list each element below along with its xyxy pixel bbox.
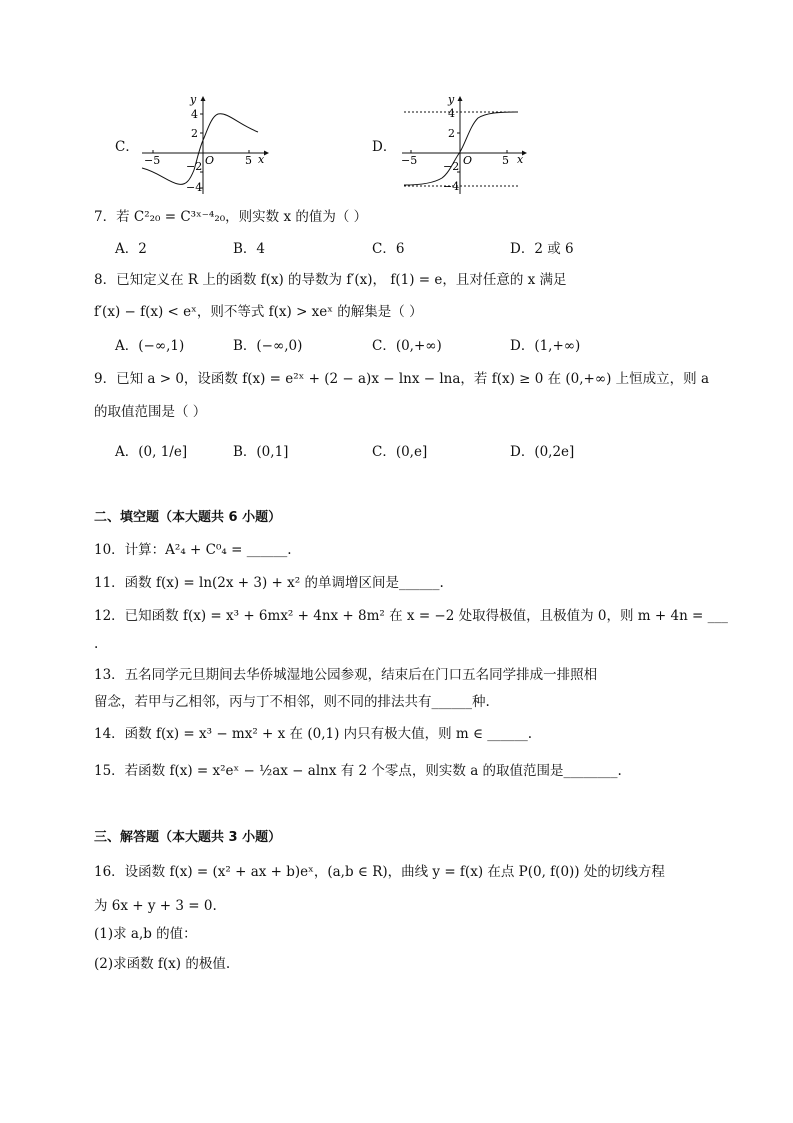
question-16-part1: (1)求 a,b 的值： <box>94 926 197 942</box>
question-12-line2: . <box>94 636 99 652</box>
option-d-label[interactable]: D． <box>372 139 397 155</box>
section-2-title: 二、填空题（本大题共 6 小题） <box>94 510 282 525</box>
question-7-option-c[interactable]: C．6 <box>372 241 405 257</box>
question-8-stem-line2: f′(x) − f(x) < eˣ，则不等式 f(x) > xeˣ 的解集是（ ） <box>94 304 423 320</box>
section-3-title: 三、解答题（本大题共 3 小题） <box>94 830 282 845</box>
graph-d-tick-y4: 4 <box>448 107 455 120</box>
question-9-stem-line2: 的取值范围是（ ） <box>94 404 207 420</box>
graph-c-tick-x5: 5 <box>245 154 252 167</box>
graph-c-x-label: x <box>258 153 265 166</box>
graph-c-tick-yn2: −2 <box>186 160 203 173</box>
question-7-stem: 7．若 C²₂₀ = C³ˣ⁻⁴₂₀，则实数 x 的值为（ ） <box>94 209 368 225</box>
option-c-label[interactable]: C． <box>115 139 139 155</box>
question-9-stem-line1: 9．已知 a > 0，设函数 f(x) = e²ˣ + (2 − a)x − lnx − lna，若 f(x) ≥ 0 在 (0,+∞) 上恒成立，则 a <box>94 371 710 387</box>
graph-d-y-label: y <box>448 94 455 106</box>
question-8-option-d[interactable]: D．(1,+∞) <box>510 338 581 354</box>
question-16-line2: 为 6x + y + 3 = 0. <box>94 898 217 914</box>
question-13-line1: 13．五名同学元旦期间去华侨城湿地公园参观，结束后在门口五名同学排成一排照相 <box>94 667 598 683</box>
question-9-option-c[interactable]: C．(0,e] <box>372 444 428 460</box>
graph-d-tick-y2: 2 <box>448 127 455 140</box>
question-16-part2: (2)求函数 f(x) 的极值. <box>94 956 231 972</box>
question-8-option-b[interactable]: B．(−∞,0) <box>233 338 303 354</box>
question-7-option-d[interactable]: D．2 或 6 <box>510 241 574 257</box>
question-8-option-a[interactable]: A．(−∞,1) <box>115 338 185 354</box>
graph-c-y-label: y <box>190 94 197 106</box>
graph-d-tick-x5: 5 <box>502 154 509 167</box>
question-11: 11．函数 f(x) = ln(2x + 3) + x² 的单调增区间是______. <box>94 575 444 591</box>
question-12-line1: 12．已知函数 f(x) = x³ + 6mx² + 4nx + 8m² 在 x = −2 处取得极值，且极值为 0，则 m + 4n = ___ <box>94 608 728 624</box>
graph-c-tick-xn5: −5 <box>144 154 161 167</box>
graph-d-tick-yn4: −4 <box>443 180 460 193</box>
graph-c <box>138 94 270 196</box>
graph-c-tick-y2: 2 <box>191 127 198 140</box>
graph-d-tick-xn5: −5 <box>401 154 418 167</box>
question-10: 10．计算：A²₄ + C⁰₄ = ______. <box>94 542 292 558</box>
graph-c-curve <box>142 114 258 185</box>
question-15: 15．若函数 f(x) = x²eˣ − ½ax − alnx 有 2 个零点，则实数 a 的取值范围是________. <box>94 763 622 779</box>
graph-c-tick-y4: 4 <box>191 108 198 121</box>
question-8-option-c[interactable]: C．(0,+∞) <box>372 338 442 354</box>
question-14: 14．函数 f(x) = x³ − mx² + x 在 (0,1) 内只有极大值，则 m ∈ ______. <box>94 726 533 742</box>
question-16-line1: 16．设函数 f(x) = (x² + ax + b)eˣ，(a,b ∈ R)，曲线 y = f(x) 在点 P(0, f(0)) 处的切线方程 <box>94 864 665 880</box>
question-8-stem-line1: 8．已知定义在 R 上的函数 f(x) 的导数为 f′(x)， f(1) = e，且对任意的 x 满足 <box>94 272 567 288</box>
graph-d-tick-yn2: −2 <box>443 160 460 173</box>
graph-c-tick-yn4: −4 <box>186 181 203 194</box>
question-7-option-a[interactable]: A．2 <box>115 241 147 257</box>
question-7-option-b[interactable]: B．4 <box>233 241 266 257</box>
graph-d-origin-label: O <box>463 154 473 167</box>
question-9-option-d[interactable]: D．(0,2e] <box>510 444 575 460</box>
graph-d-x-label: x <box>517 153 524 166</box>
graph-c-origin-label: O <box>205 154 215 167</box>
question-13-line2: 留念，若甲与乙相邻，丙与丁不相邻，则不同的排法共有______种. <box>94 694 490 710</box>
question-9-option-b[interactable]: B．(0,1] <box>233 444 289 460</box>
graph-d <box>398 94 528 196</box>
question-9-option-a[interactable]: A．(0, 1/e] <box>115 444 188 460</box>
